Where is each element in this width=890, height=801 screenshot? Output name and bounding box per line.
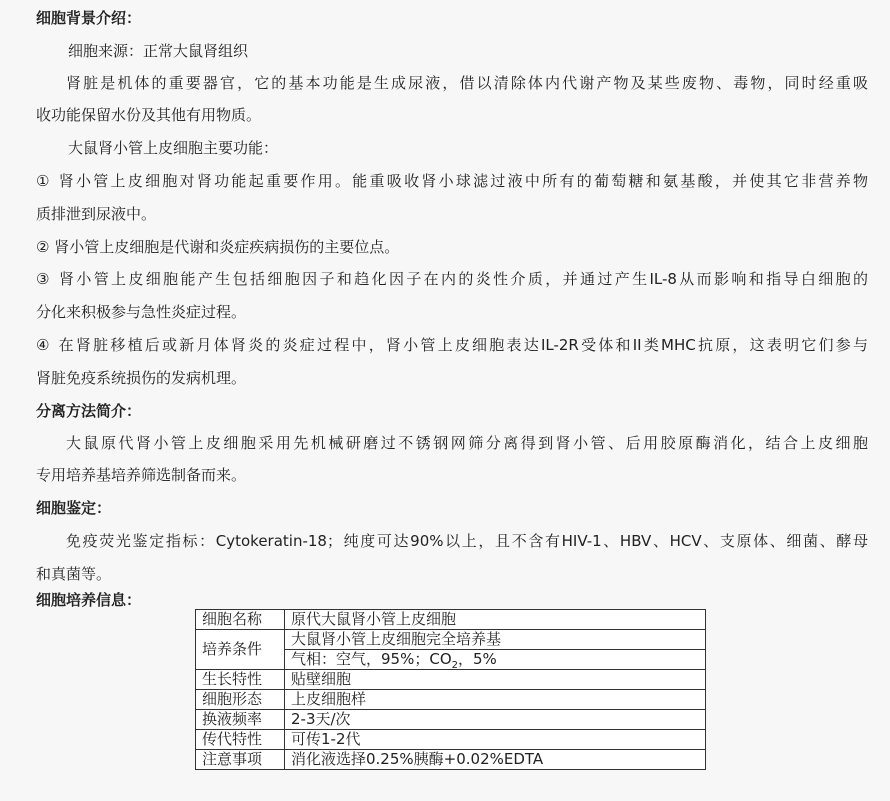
intro-line-2: 收功能保留水份及其他有用物质。 <box>36 106 262 124</box>
isolation-line-2: 专用培养基培养筛选制备而来。 <box>36 466 247 484</box>
section-heading-background: 细胞背景介绍： <box>36 9 142 27</box>
row-value: 上皮细胞样 <box>285 690 706 710</box>
gas-suffix: ，5% <box>458 650 497 668</box>
table-row <box>196 610 706 630</box>
section-heading-culture: 细胞培养信息： <box>36 591 142 609</box>
row-label: 传代特性 <box>196 730 285 750</box>
row-label: 细胞名称 <box>196 610 285 630</box>
function-3-line-2: 分化来积极参与急性炎症过程。 <box>36 303 247 321</box>
functions-title: 大鼠肾小管上皮细胞主要功能： <box>68 139 279 157</box>
row-label: 注意事项 <box>196 750 285 770</box>
row-value: 贴壁细胞 <box>285 670 706 690</box>
section-heading-isolation: 分离方法简介： <box>36 402 142 420</box>
row-value: 大鼠肾小管上皮细胞完全培养基 <box>285 630 706 650</box>
row-value: 可传1-2代 <box>285 730 706 750</box>
isolation-line-1: 大鼠原代肾小管上皮细胞采用先机械研磨过不锈钢网筛分离得到肾小管、后用胶原酶消化，结合上皮细胞 <box>66 434 868 452</box>
row-label: 细胞形态 <box>196 690 285 710</box>
table-row <box>196 730 706 750</box>
table-row <box>196 630 706 650</box>
section-heading-identification: 细胞鉴定： <box>36 499 112 517</box>
culture-info-table <box>195 609 706 770</box>
row-value-gas <box>285 650 706 670</box>
function-2: ② 肾小管上皮细胞是代谢和炎症疾病损伤的主要位点。 <box>36 238 400 256</box>
identification-line-1: 免疫荧光鉴定指标：Cytokeratin-18；纯度可达90%以上，且不含有HIV-1、HBV、HCV、支原体、细菌、酵母 <box>66 532 868 550</box>
row-value: 2-3天/次 <box>285 710 706 730</box>
row-value: 消化液选择0.25%胰酶+0.02%EDTA <box>285 750 706 770</box>
identification-line-2: 和真菌等。 <box>36 565 112 583</box>
gas-subscript: 2 <box>451 660 458 671</box>
gas-text: 气相：空气，95%；CO <box>291 650 452 668</box>
table-row <box>196 690 706 710</box>
function-1-line-1: ① 肾小管上皮细胞对肾功能起重要作用。能重吸收肾小球滤过液中所有的葡萄糖和氨基酸，并使其它非营养物 <box>36 172 868 190</box>
table-row <box>196 670 706 690</box>
row-label: 培养条件 <box>196 630 285 670</box>
function-3-line-1: ③ 肾小管上皮细胞能产生包括细胞因子和趋化因子在内的炎性介质，并通过产生IL-8从而影响和指导白细胞的 <box>36 270 868 288</box>
function-1-line-2: 质排泄到尿液中。 <box>36 205 157 223</box>
function-4-line-1: ④ 在肾脏移植后或新月体肾炎的炎症过程中，肾小管上皮细胞表达IL-2R受体和II类MHC抗原，这表明它们参与 <box>36 336 868 354</box>
row-label: 换液频率 <box>196 710 285 730</box>
row-value: 原代大鼠肾小管上皮细胞 <box>285 610 706 630</box>
table-row <box>196 750 706 770</box>
function-4-line-2: 肾脏免疫系统损伤的发病机理。 <box>36 369 247 387</box>
cell-source: 细胞来源：正常大鼠肾组织 <box>68 42 249 60</box>
intro-line-1: 肾脏是机体的重要器官，它的基本功能是生成尿液，借以清除体内代谢产物及某些废物、毒物，同时经重吸 <box>66 74 868 92</box>
table-row <box>196 710 706 730</box>
row-label: 生长特性 <box>196 670 285 690</box>
